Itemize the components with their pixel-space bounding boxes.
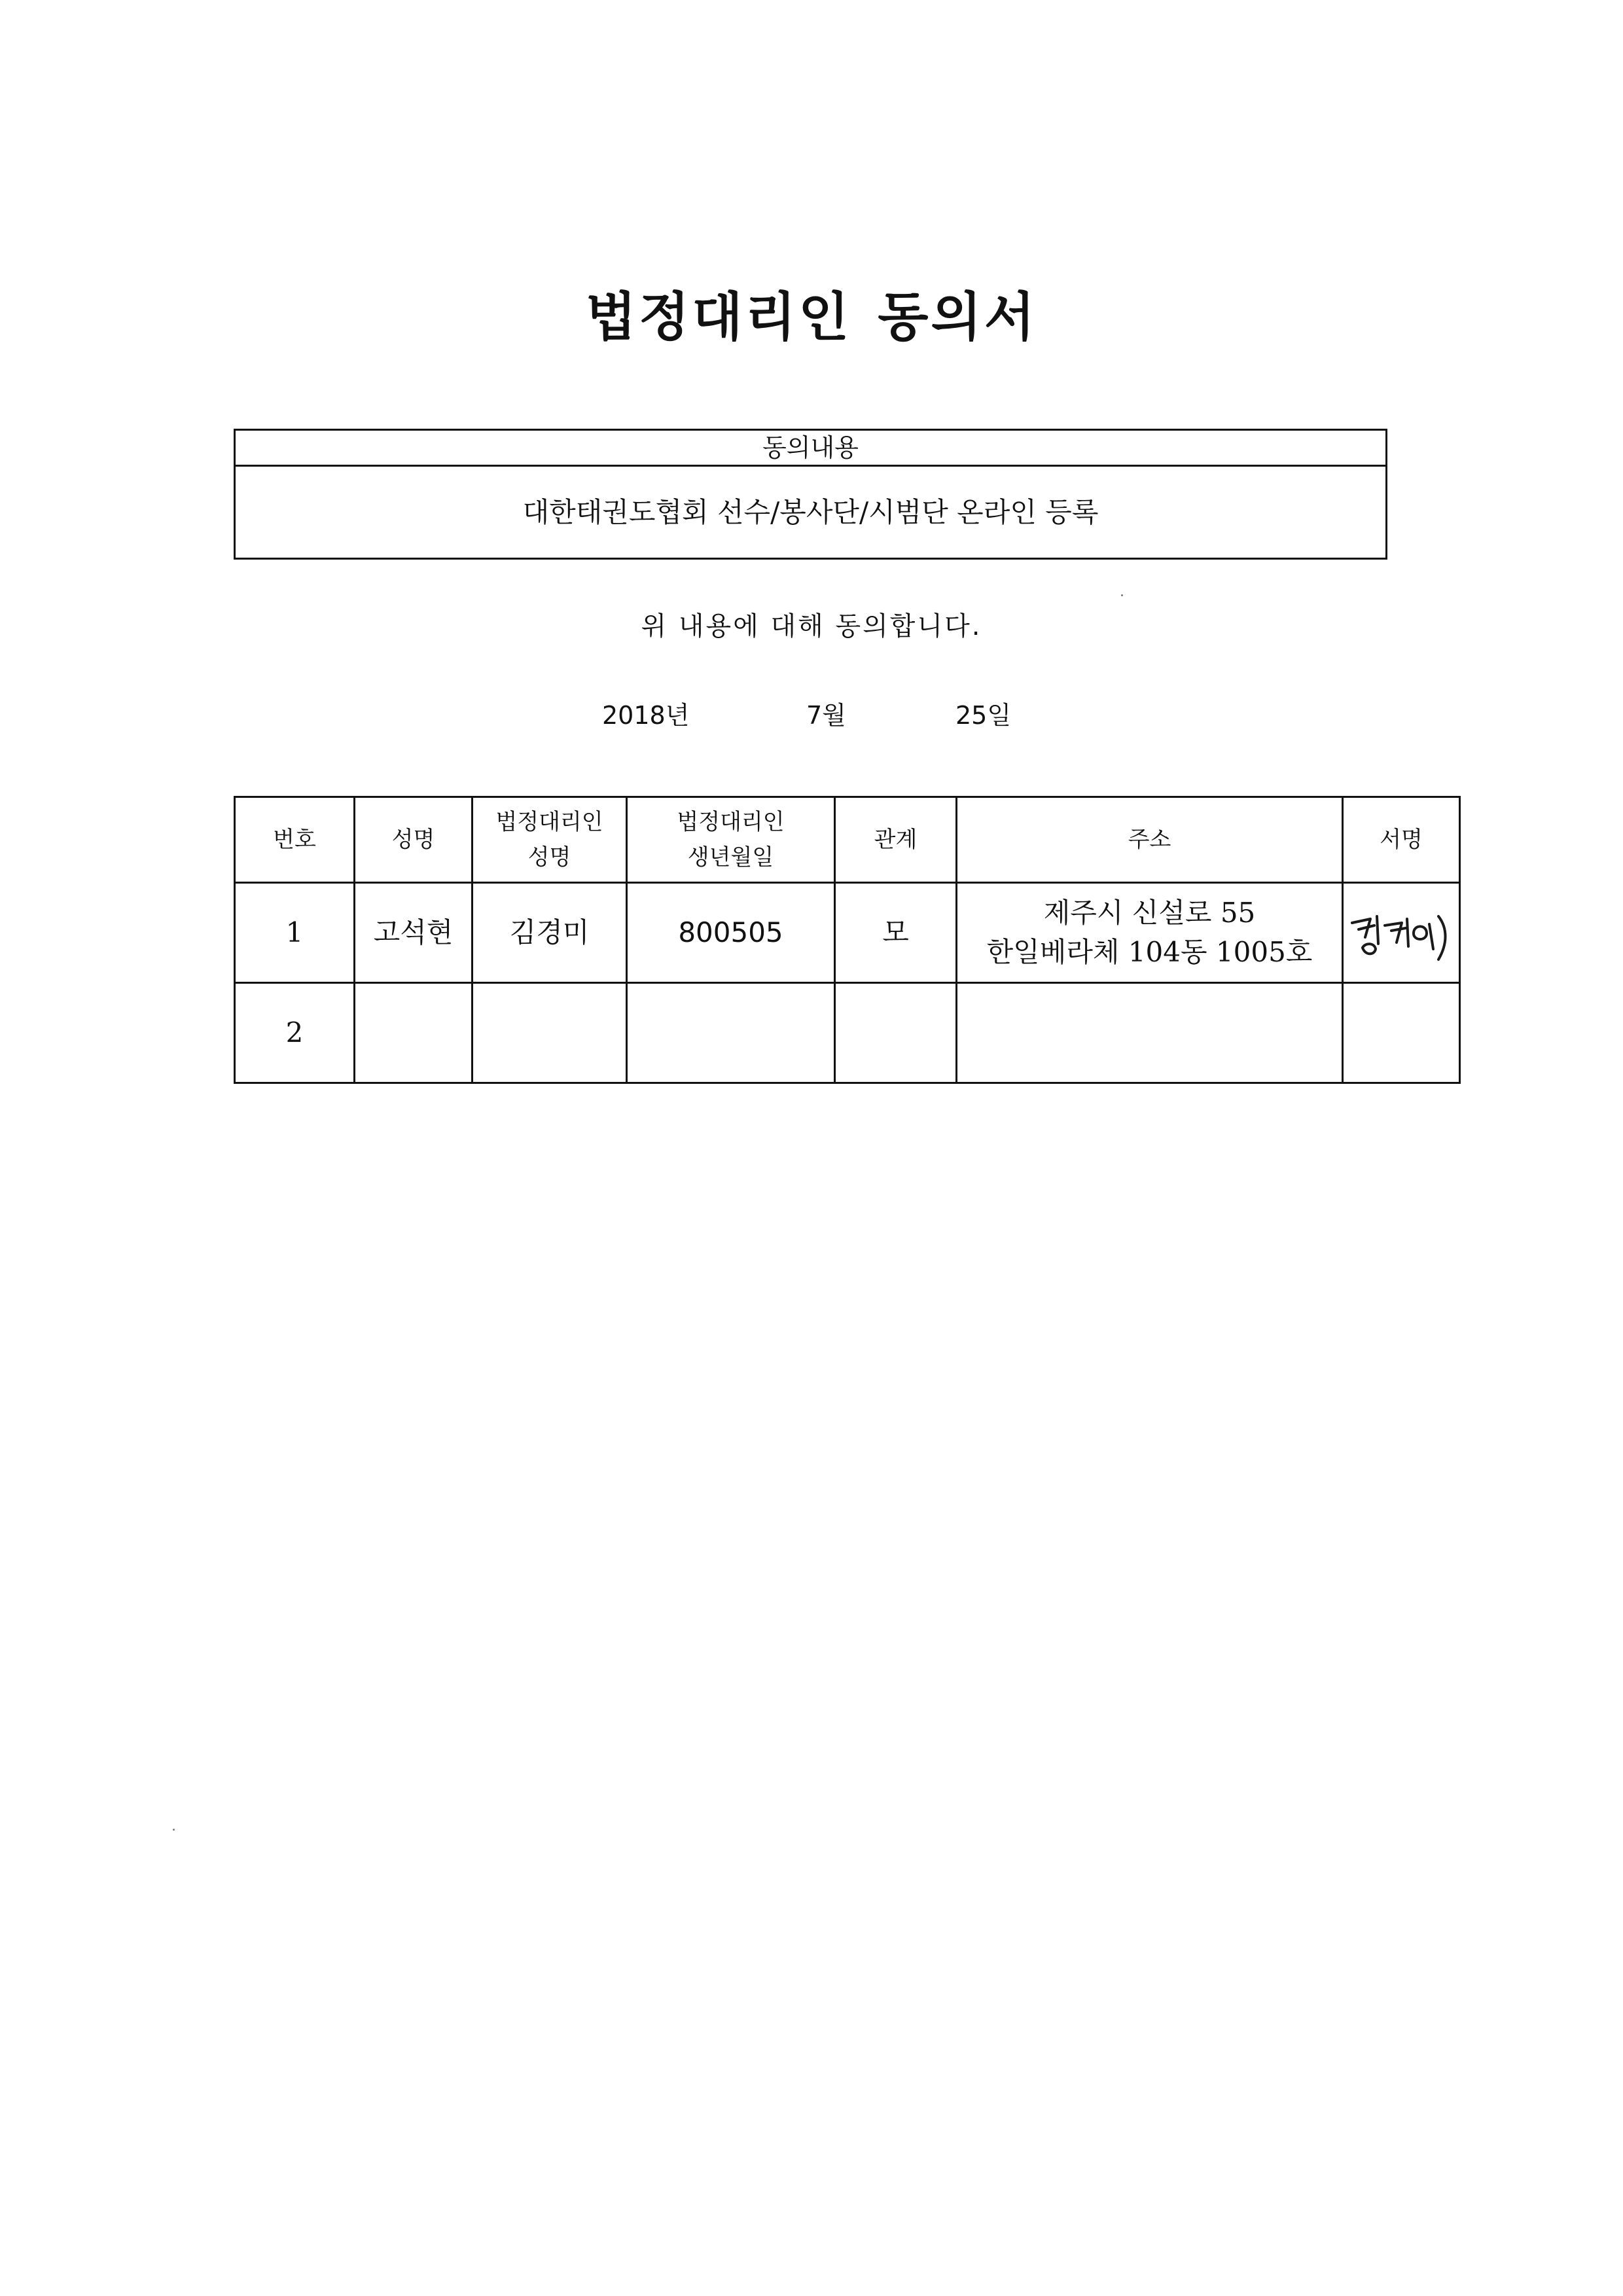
header-name: 성명	[355, 797, 473, 883]
row-signature	[1343, 983, 1460, 1083]
row-guardian-birth	[627, 983, 835, 1083]
row-address	[957, 883, 1343, 983]
row-guardian-name: 김경미	[473, 883, 627, 983]
date-month: 7월	[806, 701, 846, 730]
scan-speck	[1121, 594, 1123, 596]
row-number: 2	[235, 983, 355, 1083]
title-part-2: 동의서	[878, 286, 1038, 348]
table-row	[235, 983, 1460, 1083]
header-guardian-birth	[627, 797, 835, 883]
row-guardian-name	[473, 983, 627, 1083]
row-name: 고석현	[355, 883, 473, 983]
row-number: 1	[235, 883, 355, 983]
title-part-1: 법정대리인	[585, 286, 852, 348]
header-guardian-birth-line1: 법정대리인	[677, 809, 785, 835]
consent-content: 대한태권도협회 선수/봉사단/시범단 온라인 등록	[522, 496, 1099, 528]
header-guardian-name-line1: 법정대리인	[495, 809, 603, 835]
consent-box	[234, 429, 1387, 560]
header-address: 주소	[957, 797, 1343, 883]
handwritten-signature	[1346, 897, 1457, 969]
header-number: 번호	[235, 797, 355, 883]
agreement-statement: 위 내용에 대해 동의합니다.	[641, 611, 982, 641]
header-signature: 서명	[1343, 797, 1460, 883]
row-relation	[835, 983, 957, 1083]
row-guardian-birth: 800505	[627, 883, 835, 983]
table-row	[235, 883, 1460, 983]
row-address-line1: 제주시 신설로 55	[1043, 897, 1256, 929]
guardian-table	[234, 796, 1461, 1084]
table-header-row	[235, 797, 1460, 883]
header-relation: 관계	[835, 797, 957, 883]
row-address-line2: 한일베라체 104동 1005호	[986, 936, 1313, 968]
header-guardian-name	[473, 797, 627, 883]
date-year: 2018년	[602, 701, 690, 730]
scan-speck	[173, 1829, 175, 1831]
date-day: 25일	[955, 701, 1012, 730]
consent-header: 동의내용	[236, 431, 1385, 467]
row-signature	[1343, 883, 1460, 983]
document-title	[0, 275, 1623, 350]
row-address	[957, 983, 1343, 1083]
row-name	[355, 983, 473, 1083]
header-guardian-name-line2: 성명	[527, 844, 571, 870]
header-guardian-birth-line2: 생년월일	[687, 844, 774, 870]
row-relation: 모	[835, 883, 957, 983]
